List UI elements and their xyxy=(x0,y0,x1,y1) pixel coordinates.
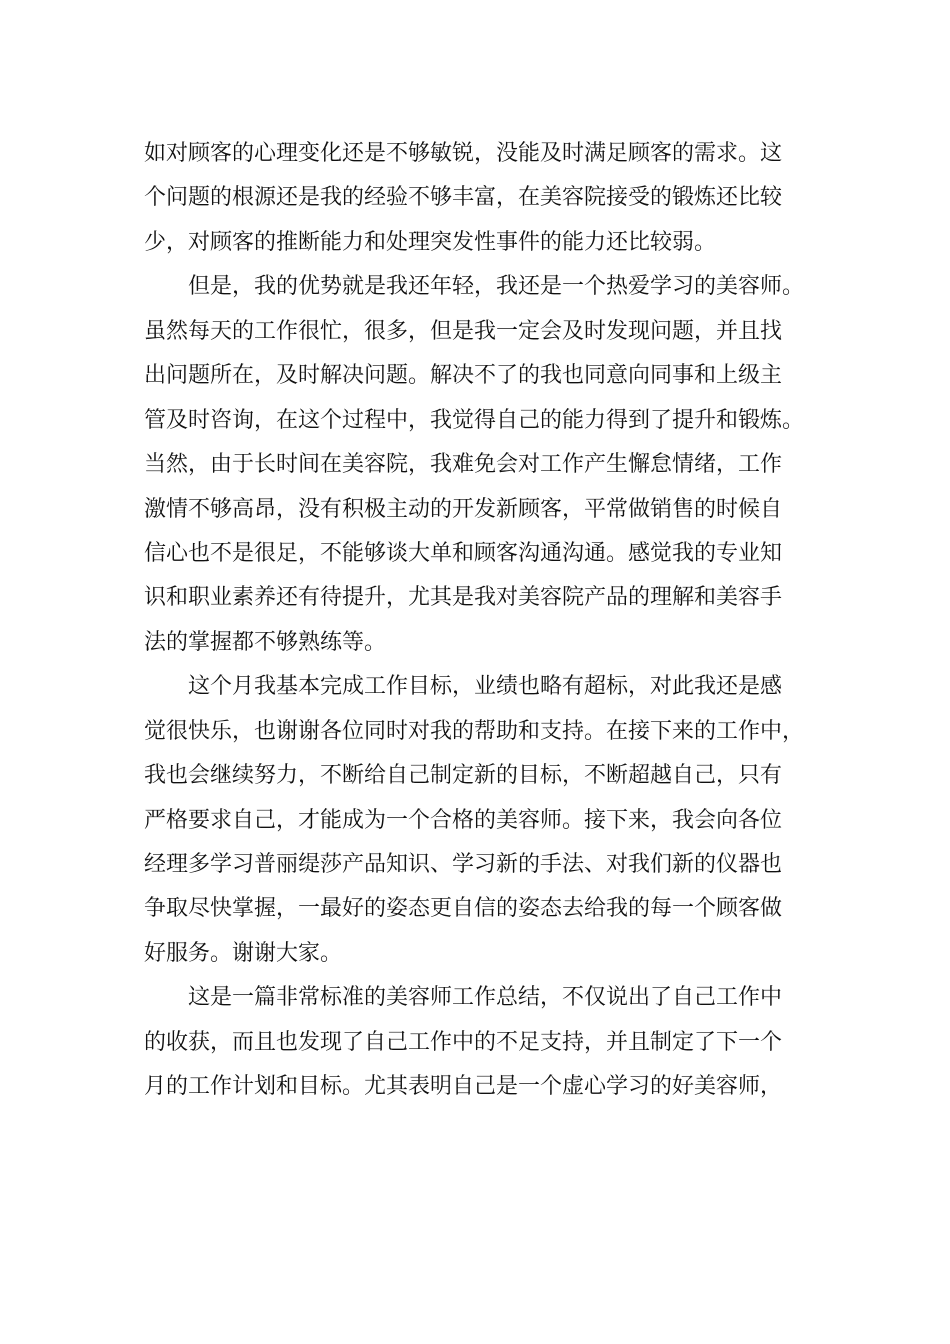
text-line: 但是，我的优势就是我还年轻，我还是一个热爱学习的美容师。 xyxy=(188,274,805,300)
text-line: 少，对顾客的推断能力和处理突发性事件的能力还比较弱。 xyxy=(144,229,717,255)
text-line: 管及时咨询，在这个过程中，我觉得自己的能力得到了提升和锻炼。 xyxy=(144,407,805,433)
text-line: 个问题的根源还是我的经验不够丰富，在美容院接受的锻炼还比较 xyxy=(144,185,783,211)
text-line: 这个月我基本完成工作目标，业绩也略有超标，对此我还是感 xyxy=(188,674,783,700)
text-line: 当然，由于长时间在美容院，我难免会对工作产生懈怠情绪，工作 xyxy=(144,452,783,478)
paragraph-4 xyxy=(144,976,824,1109)
text-line: 虽然每天的工作很忙，很多，但是我一定会及时发现问题，并且找 xyxy=(144,318,783,344)
text-line: 这是一篇非常标准的美容师工作总结，不仅说出了自己工作中 xyxy=(188,985,783,1011)
text-line: 如对顾客的心理变化还是不够敏锐，没能及时满足顾客的需求。这 xyxy=(144,141,783,166)
text-line: 我也会继续努力，不断给自己制定新的目标，不断超越自己，只有 xyxy=(144,763,783,789)
text-line: 觉很快乐，也谢谢各位同时对我的帮助和支持。在接下来的工作中， xyxy=(144,718,805,744)
paragraph-2 xyxy=(144,265,824,665)
text-line: 月的工作计划和目标。尤其表明自己是一个虚心学习的好美容师， xyxy=(144,1074,783,1100)
text-line: 识和职业素养还有待提升，尤其是我对美容院产品的理解和美容手 xyxy=(144,585,783,611)
text-line: 严格要求自己，才能成为一个合格的美容师。接下来，我会向各位 xyxy=(144,807,783,833)
text-line: 争取尽快掌握，一最好的姿态更自信的姿态去给我的每一个顾客做 xyxy=(144,896,783,922)
paragraph-1 xyxy=(144,132,824,265)
text-line: 激情不够高昂，没有积极主动的开发新顾客，平常做销售的时候自 xyxy=(144,496,783,522)
paragraph-3 xyxy=(144,665,824,976)
document-body xyxy=(144,132,824,1110)
text-line: 好服务。谢谢大家。 xyxy=(144,940,343,966)
text-line: 经理多学习普丽缇莎产品知识、学习新的手法、对我们新的仪器也 xyxy=(144,852,783,877)
text-line: 法的掌握都不够熟练等。 xyxy=(144,629,387,655)
text-line: 信心也不是很足，不能够谈大单和顾客沟通沟通。感觉我的专业知 xyxy=(144,540,783,566)
text-line: 出问题所在，及时解决问题。解决不了的我也同意向同事和上级主 xyxy=(144,363,783,389)
text-line: 的收获，而且也发现了自己工作中的不足支持，并且制定了下一个 xyxy=(144,1029,783,1055)
